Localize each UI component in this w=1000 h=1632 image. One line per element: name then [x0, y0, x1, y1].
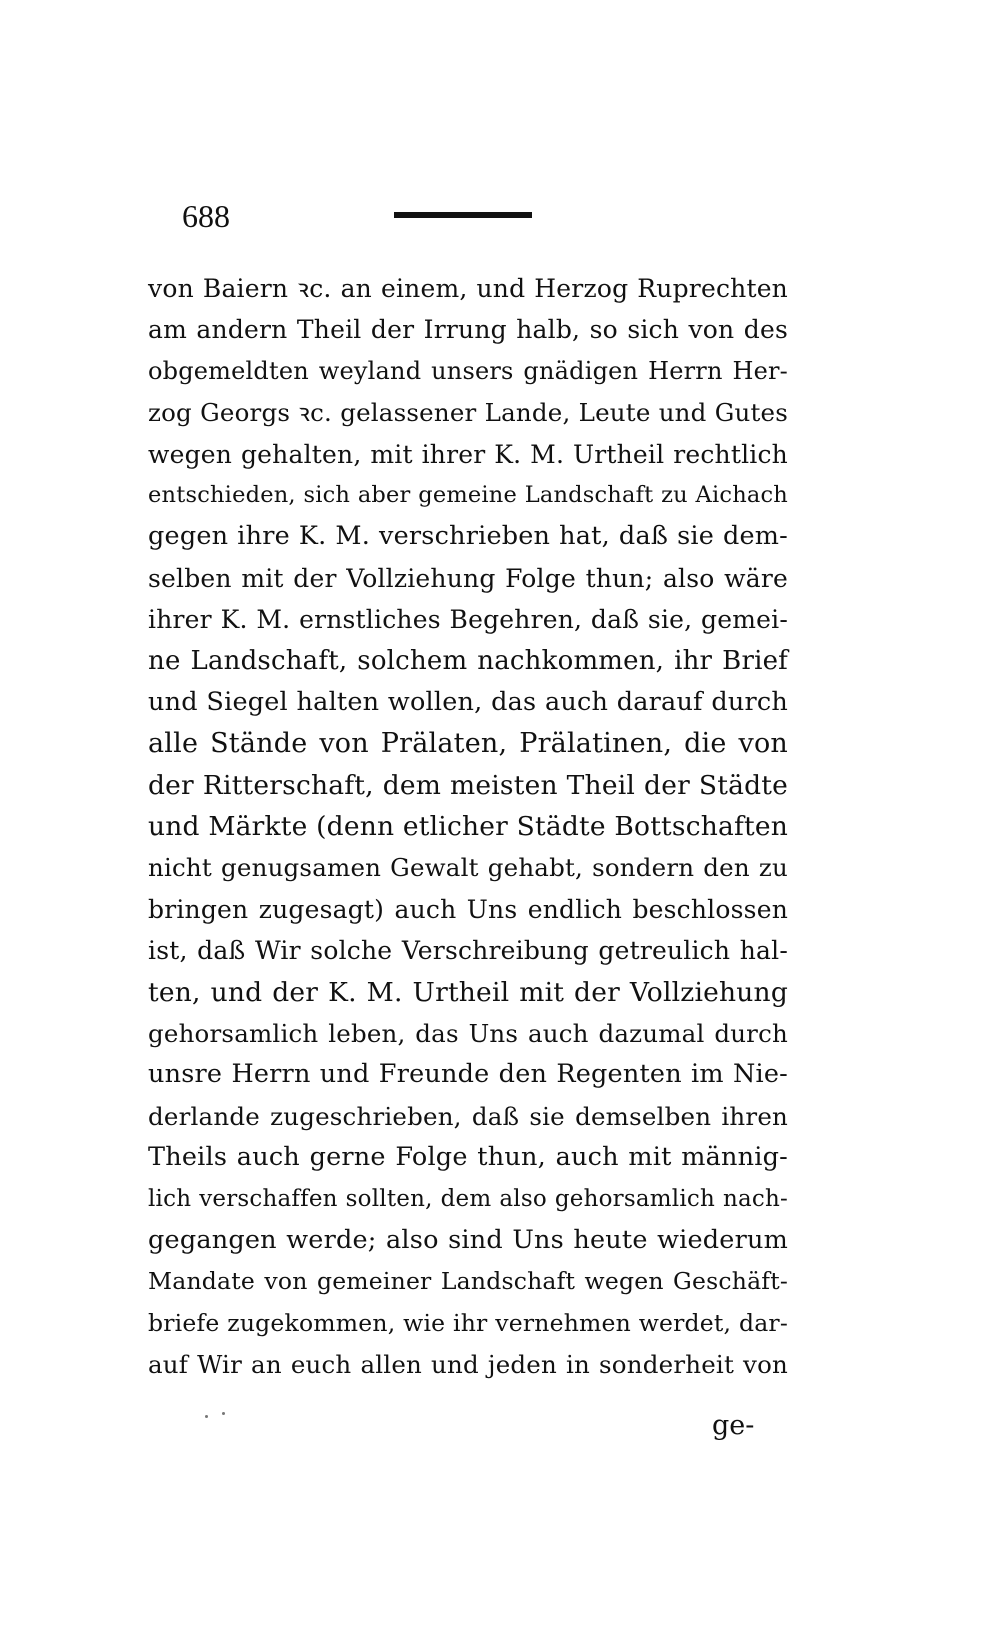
text-line: ne Landschaft, solchem nachkommen, ihr Brief — [148, 645, 788, 676]
text-line: gegen ihre K. M. verschrieben hat, daß sie dem- — [148, 521, 788, 552]
page-header — [182, 198, 782, 238]
text-line: am andern Theil der Irrung halb, so sich von des — [148, 315, 788, 345]
text-line: ten, und der K. M. Urtheil mit der Vollziehung — [148, 976, 788, 1008]
print-speck — [222, 1412, 225, 1415]
text-line: Theils auch gerne Folge thun, auch mit männig- — [148, 1142, 788, 1173]
body-text — [148, 268, 788, 1386]
text-line: gegangen werde; also sind Uns heute wiederum — [148, 1224, 788, 1255]
text-line: gehorsamlich leben, das Uns auch dazumal durch — [148, 1019, 788, 1049]
text-line: zog Georgs ꝛc. gelassener Lande, Leute und Gutes — [148, 398, 788, 428]
text-line: nicht genugsamen Gewalt gehabt, sondern den zu — [148, 853, 788, 883]
text-line: wegen gehalten, mit ihrer K. M. Urtheil rechtlich — [148, 439, 788, 469]
print-speck — [205, 1415, 208, 1418]
text-line: bringen zugesagt) auch Uns endlich beschlossen — [148, 894, 788, 924]
text-line: Mandate von gemeiner Landschaft wegen Geschäft- — [148, 1267, 788, 1296]
text-line: auf Wir an euch allen und jeden in sonderheit von — [148, 1350, 788, 1380]
text-line: briefe zugekommen, wie ihr vernehmen werdet, dar- — [148, 1308, 788, 1337]
text-line: der Ritterschaft, dem meisten Theil der Städte — [148, 769, 788, 801]
text-line: ist, daß Wir solche Verschreibung getreulich hal- — [148, 936, 788, 966]
text-line: obgemeldten weyland unsers gnädigen Herrn Her- — [148, 356, 788, 385]
catchword: ge- — [712, 1410, 755, 1441]
text-line: selben mit der Vollziehung Folge thun; also wäre — [148, 563, 788, 593]
text-line: entschieden, sich aber gemeine Landschaft zu Aichach — [148, 481, 788, 508]
text-line: und Siegel halten wollen, das auch darauf durch — [148, 686, 788, 717]
text-line: derlande zugeschrieben, daß sie demselben ihren — [148, 1101, 788, 1131]
text-line: ihrer K. M. ernstliches Begehren, daß sie, gemei- — [148, 605, 788, 635]
text-line: unsre Herrn und Freunde den Regenten im Nie- — [148, 1059, 788, 1090]
header-rule — [394, 212, 532, 218]
page-number: 688 — [182, 198, 230, 234]
text-line: und Märkte (denn etlicher Städte Bottschaften — [148, 811, 789, 843]
text-line: von Baiern ꝛc. an einem, und Herzog Ruprechten — [148, 274, 788, 303]
text-line: alle Stände von Prälaten, Prälatinen, die von — [148, 728, 788, 760]
text-line: lich verschaffen sollten, dem also gehorsamlich nach- — [148, 1185, 788, 1212]
